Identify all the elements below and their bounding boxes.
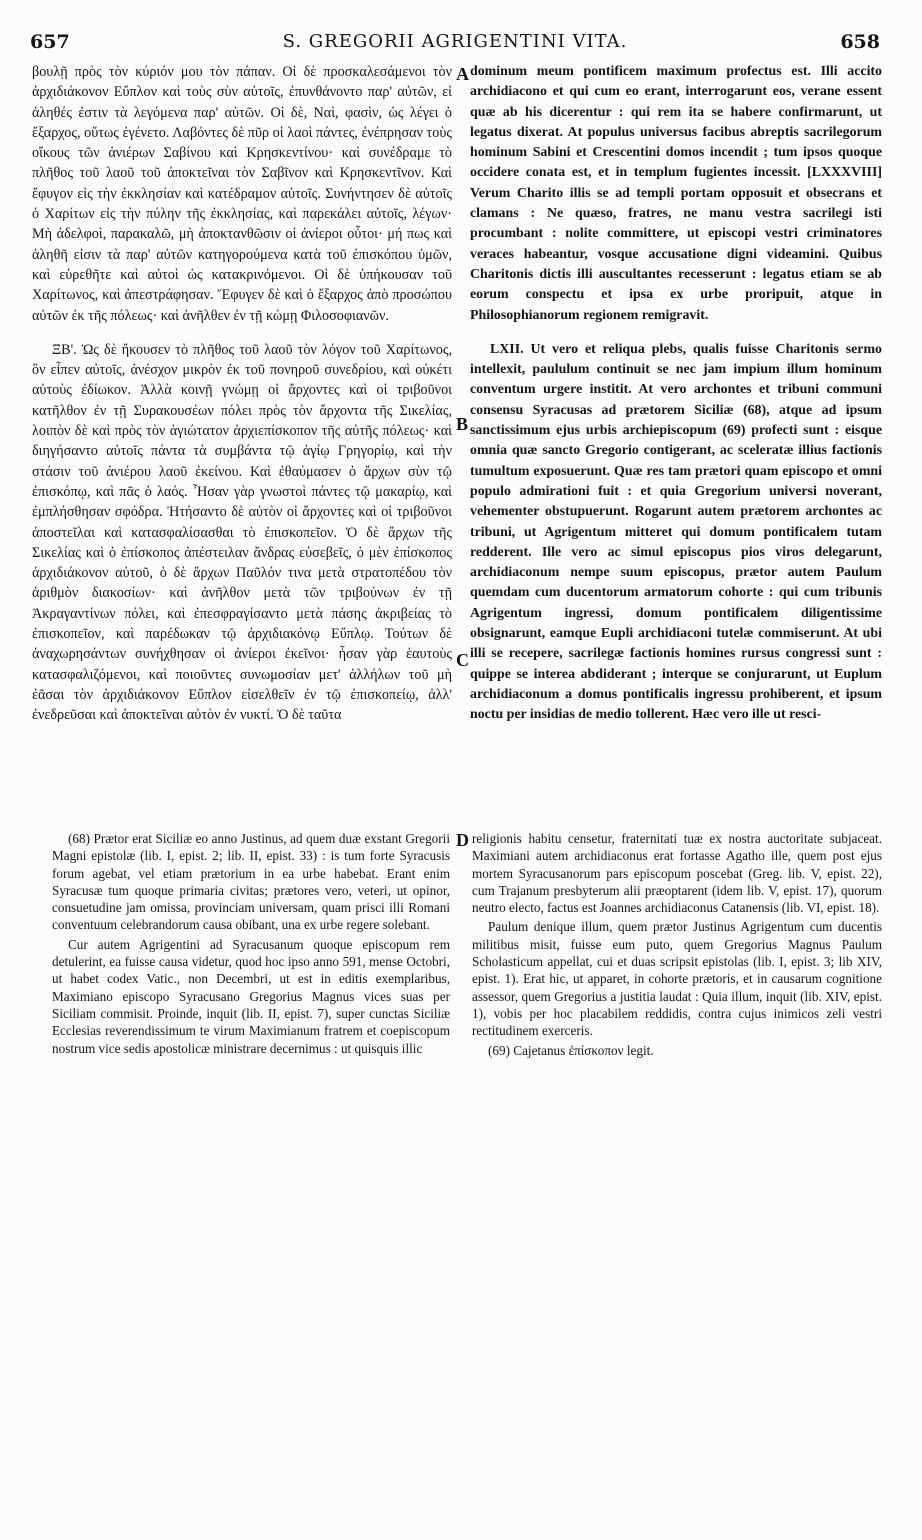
- page-number-left: 657: [30, 31, 70, 53]
- margin-letter-d: D: [456, 830, 469, 850]
- margin-letter-c: C: [456, 650, 469, 670]
- running-header: [30, 31, 880, 57]
- footnote-68-continued: Cur autem Agrigentini ad Syracusanum quoque episcopum rem detulerint, ea fuisse causa videtur, quod hoc ipso anno 591, mense Octobri, ut habet codex Vatic., non Decembri, ut est in editis exemplaribus, Maximiano episcopo Syracusano Gregorius Magnus vices suas per Siciliam commisit. Proinde, inquit (lib. II, epist. 7), super cunctas Siciliæ Ecclesias reverendissimum te virum Maximianum fratrem et coepiscopum nostrum vice sedis apostolicæ ministrare decernimus : ut quisquis illic: [52, 936, 450, 1056]
- margin-letter-a: A: [456, 64, 469, 84]
- latin-column: [470, 62, 882, 812]
- footnote-68: (68) Prætor erat Siciliæ eo anno Justinus, ad quem duæ exstant Gregorii Magni epistolæ (lib. I, epist. 2; lib. II, epist. 33) : is tum forte Syracusis forum agebat, vel etiam prætorium in ea urbe habebat. Erant enim Syracusæ tum quoque primaria civitas; prætores vero, veteri, ut opinor, consuetudine jam omissa, provinciam universam, quam prisci illi Romani conventuum celebrandorum causa obibant, una ex urbe regere solebant.: [52, 831, 450, 933]
- greek-column: [32, 62, 452, 812]
- latin-paragraph-1: dominum meum pontificem maximum profectus est. Illi accito archidiacono et qui cum eo erant, interrogarunt eos, verane essent quæ ab his dicerentur : qui rem ita se habere confirmarunt, ut legatus dixerat. At populus universus facibus abreptis sacrilegorum hominum Sabini et Crescentini domos incendit ; tum ipsos quoque occidere conata est, et in templum fugientes incessit. [LXXXVIII] Verum Charito illis se ad templi portam opposuit et obsecrans et clamans : Ne quæso, fratres, ne manu vestra sacrilegi isti procumbant : nolite committere, ut episcopi vestri criminatores veraces habeantur, vosque accusatione digni videamini. Quibus Charitonis dictis illi auscultantes recesserunt : legatus etiam se ab eorum conspectu et ipsa ex urbe proripuit, atque in Philosophianorum regionem remigravit.: [470, 64, 882, 323]
- margin-letter-b: B: [456, 414, 469, 434]
- page-number-right: 658: [840, 31, 880, 53]
- running-title: S. GREGORII AGRIGENTINI VITA.: [282, 31, 628, 52]
- greek-paragraph-1: βουλῇ πρὸς τὸν κύριόν μου τὸν πάπαν. Οἱ δὲ προσκαλεσάμενοι τὸν ἀρχιδιάκονον Εὔπλον καὶ τοὺς σὺν αὐτοῖς, ἐπυνθάνοντο παρ' αὐτῶν, εἰ ἀληθές ἐστιν τὰ λεγόμενα παρ' αὐτῶν. Οἱ δὲ, Ναὶ, φασὶν, ὡς λέγει ὁ ἔξαρχος, οὕτως ἐγένετο. Λαβόντες δὲ πῦρ οἱ λαοὶ πάντες, ἐνέπρησαν τοὺς οἴκους τῶν ἀνιέρων Σαβίνου καὶ Κρησκεντίνου· καὶ συνέδραμε τὸ πλῆθος τοῦ λαοῦ τοῦ ἀποκτεῖναι τὸν Σαβῖνον καὶ Κρησκεντῖνον. Καὶ ἔφυγον εἰς τὴν ἐκκλησίαν καὶ κατέδραμον αὐτοῖς. Συνήντησεν δὲ αὐτοῖς ὁ Χαρίτων εἰς τὴν πύλην τῆς ἐκκλησίας, καὶ παρεκάλει αὐτοῖς, λέγων· Μὴ ἀδελφοὶ, παρακαλῶ, μὴ ἀποκτανθῶσιν οἱ ἀνίεροι οὗτοι· μή πως καὶ ἀληθῆ εἰσιν τὰ παρ' αὐτῶν κατηγορούμενα κατὰ τοῦ ἐπισκόπου ὑμῶν, καὶ εὑρεθῆτε καὶ αὐτοὶ ὡς κατακρινόμενοι. Οἱ δὲ ὑπήκουσαν τοῦ Χαρίτωνος, καὶ ἀπεστράφησαν. Ἔφυγεν δὲ καὶ ὁ ἔξαρχος ἀπὸ προσώπου αὐτῶν ἐκ τῆς πόλεως· καὶ ἀνῆλθεν ἐν τῇ κώμῃ Φιλοσοφιανῶν.: [32, 64, 452, 324]
- footnote-69: (69) Cajetanus ἐπίσκοπον legit.: [488, 1042, 654, 1058]
- footnotes-left: [52, 830, 450, 1059]
- footnote-paulus: Paulum denique illum, quem prætor Justinus Agrigentum cum ducentis militibus misit, fuisse eum puto, quem Gregorius Magnus Paulum Scholasticum appellat, cui et duas scripsit epistolas (lib. I, epist. 3; lib XIV, epist. 1). Erat hic, ut apparet, in cohorte prætoris, et in causarum cognitione assessor, quem Gregorius a justitia laudat : Quia illum, inquit (lib. XIV, epist. 1), vobis per hoc placabilem reddidis, contra cujus inimicos zeli vestri rectitudinem exerceris.: [472, 919, 882, 1039]
- footnotes-right: [472, 830, 882, 1061]
- greek-paragraph-2: ΞΒ'. Ὡς δὲ ἤκουσεν τὸ πλῆθος τοῦ λαοῦ τὸν λόγον τοῦ Χαρίτωνος, ὃν εἶπεν αὐτοῖς, ἀνέσχον μικρὸν ἐκ τοῦ πονηροῦ συνεδρίου, καὶ οὐκέτι αὐτοὺς ἐδίωκον. Ἀλλὰ κοινῇ γνώμῃ οἱ ἄρχοντες καὶ οἱ τριβοῦνοι κατῆλθον ἐν τῇ Συρακουσέων πόλει πρὸς τὸν ἄρχοντα τῆς Σικελίας, λοιπὸν δὲ καὶ πρὸς τὸν ἁγιώτατον ἀρχιεπίσκοπον τῆς αὐτῆς πόλεως· καὶ διηγήσαντο αὐτοῖς πάντα τὰ συμβάντα τῷ ἁγίῳ Γρηγορίῳ, καὶ τὴν στάσιν τοῦ ἀνιέρου λαοῦ ἐκείνου. Καὶ ἐθαύμασεν ὁ ἄρχων σὺν τῷ ἐπισκόπῳ, καὶ πᾶς ὁ λαός. Ἦσαν γὰρ γνωστοὶ πάντες τῷ μακαρίῳ, καὶ ἐμπλήσθησαν σφόδρα. Ἠτήσαντο δὲ αὐτὸν οἱ ἄρχοντες καὶ οἱ τριβοῦνοι ἀποστεῖλαι καὶ κατασφαλίσασθαι τὸ ἐπισκοπεῖον. Ὁ δὲ ἄρχων τῆς Σικελίας καὶ ὁ ἐπίσκοπος ἀπέστειλαν ἄνδρας εὐσεβεῖς, ὁ μὲν ἐπίσκοπος ἀρχιδιάκονον αὐτοῦ, ὁ δὲ ἄρχων Παῦλόν τινα μετὰ στρατοπέδου τὸν ἀριθμὸν διακοσίων· καὶ ἀνῆλθον μετὰ τῶν τριβούνων ἐν τῇ Ἀκραγαντίνων πόλει, καὶ ἐπεσφραγίσαντο μετὰ πάσης ἀκριβείας τὸ ἐπισκοπεῖον, καὶ παρέδωκαν τῷ ἀρχιδιακόνῳ Εὔπλῳ. Τούτων δὲ ἀναχωρησάντων συνήχθησαν οἱ ἀνίεροι ἐκεῖνοι· ἦσαν γὰρ ἑαυτοὺς κατασφαλιζόμενοι, καὶ ποιοῦντες συνωμοσίαν μετ' ἀλλήλων τοῦ μὴ ἐᾶσαι τὸν ἀρχιδιάκονον Εὔπλον εἰσελθεῖν ἐν τῷ ἐπισκοπείῳ, ἀλλ' ἐνεδρεῦσαι καὶ ἀποκτεῖναι αὐτὸν ἐν νυκτί. Ὁ δὲ ταῦτα: [32, 341, 452, 724]
- latin-paragraph-2: LXII. Ut vero et reliqua plebs, qualis fuisse Charitonis sermo intellexit, paululum continuit se nec jam impium illum hominum conventum urgere institit. At vero archontes et tribuni communi consensu Syracusas ad prætorem Siciliæ (68), atque ad ipsum sanctissimum ejus urbis archiepiscopum (69) profecti sunt : eisque omnia quæ sancto Gregorio contigerant, ac sceleratæ illius factionis tumultum exposuerunt. Quæ res tam prætori quam episcopo et omni populo admirationi fuit : et quia Gregorium universi noverant, vehementer obstupuerunt. Rogarunt autem prætorem archontes ac tribuni, ut Agrigentum mitteret qui domum pontificalem tutam redderent. Ille vero ac simul episcopus pios viros delegarunt, archidiaconum nempe suum episcopus, prætor autem Paulum quemdam cum ducentorum armatorum cohorte : qui cum tribunis Agrigentum ingressi, domum pontificalem diligentissime obsignarunt, eamque Eupli archidiaconi tutelæ commiserunt. At ubi illi se recepere, sacrilegæ factionis homines rursus congressi sunt : quippe se interea abdiderant ; interque se conjurarunt, ut Euplum archidiaconum a domus pontificalis ingressu prohiberent, et ipsum noctu per insidias de medio tollerent. Hæc vero ille ut resci-: [470, 341, 882, 723]
- footnote-68-end: religionis habitu censetur, fraternitati tuæ ex nostra auctoritate subjaceat. Maximiani autem archidiaconus erat fortasse Agatho ille, quem post ejus mortem Syracusanorum pars episcopum poscebat (Greg. lib. V, epist. 22), cum Trajanum presbyterum alii præoptarent (idem lib. V, epist. 17), quorum neutro electo, factus est Joannes archidiaconus Catanensis (lib. VI, epist. 18).: [472, 831, 882, 916]
